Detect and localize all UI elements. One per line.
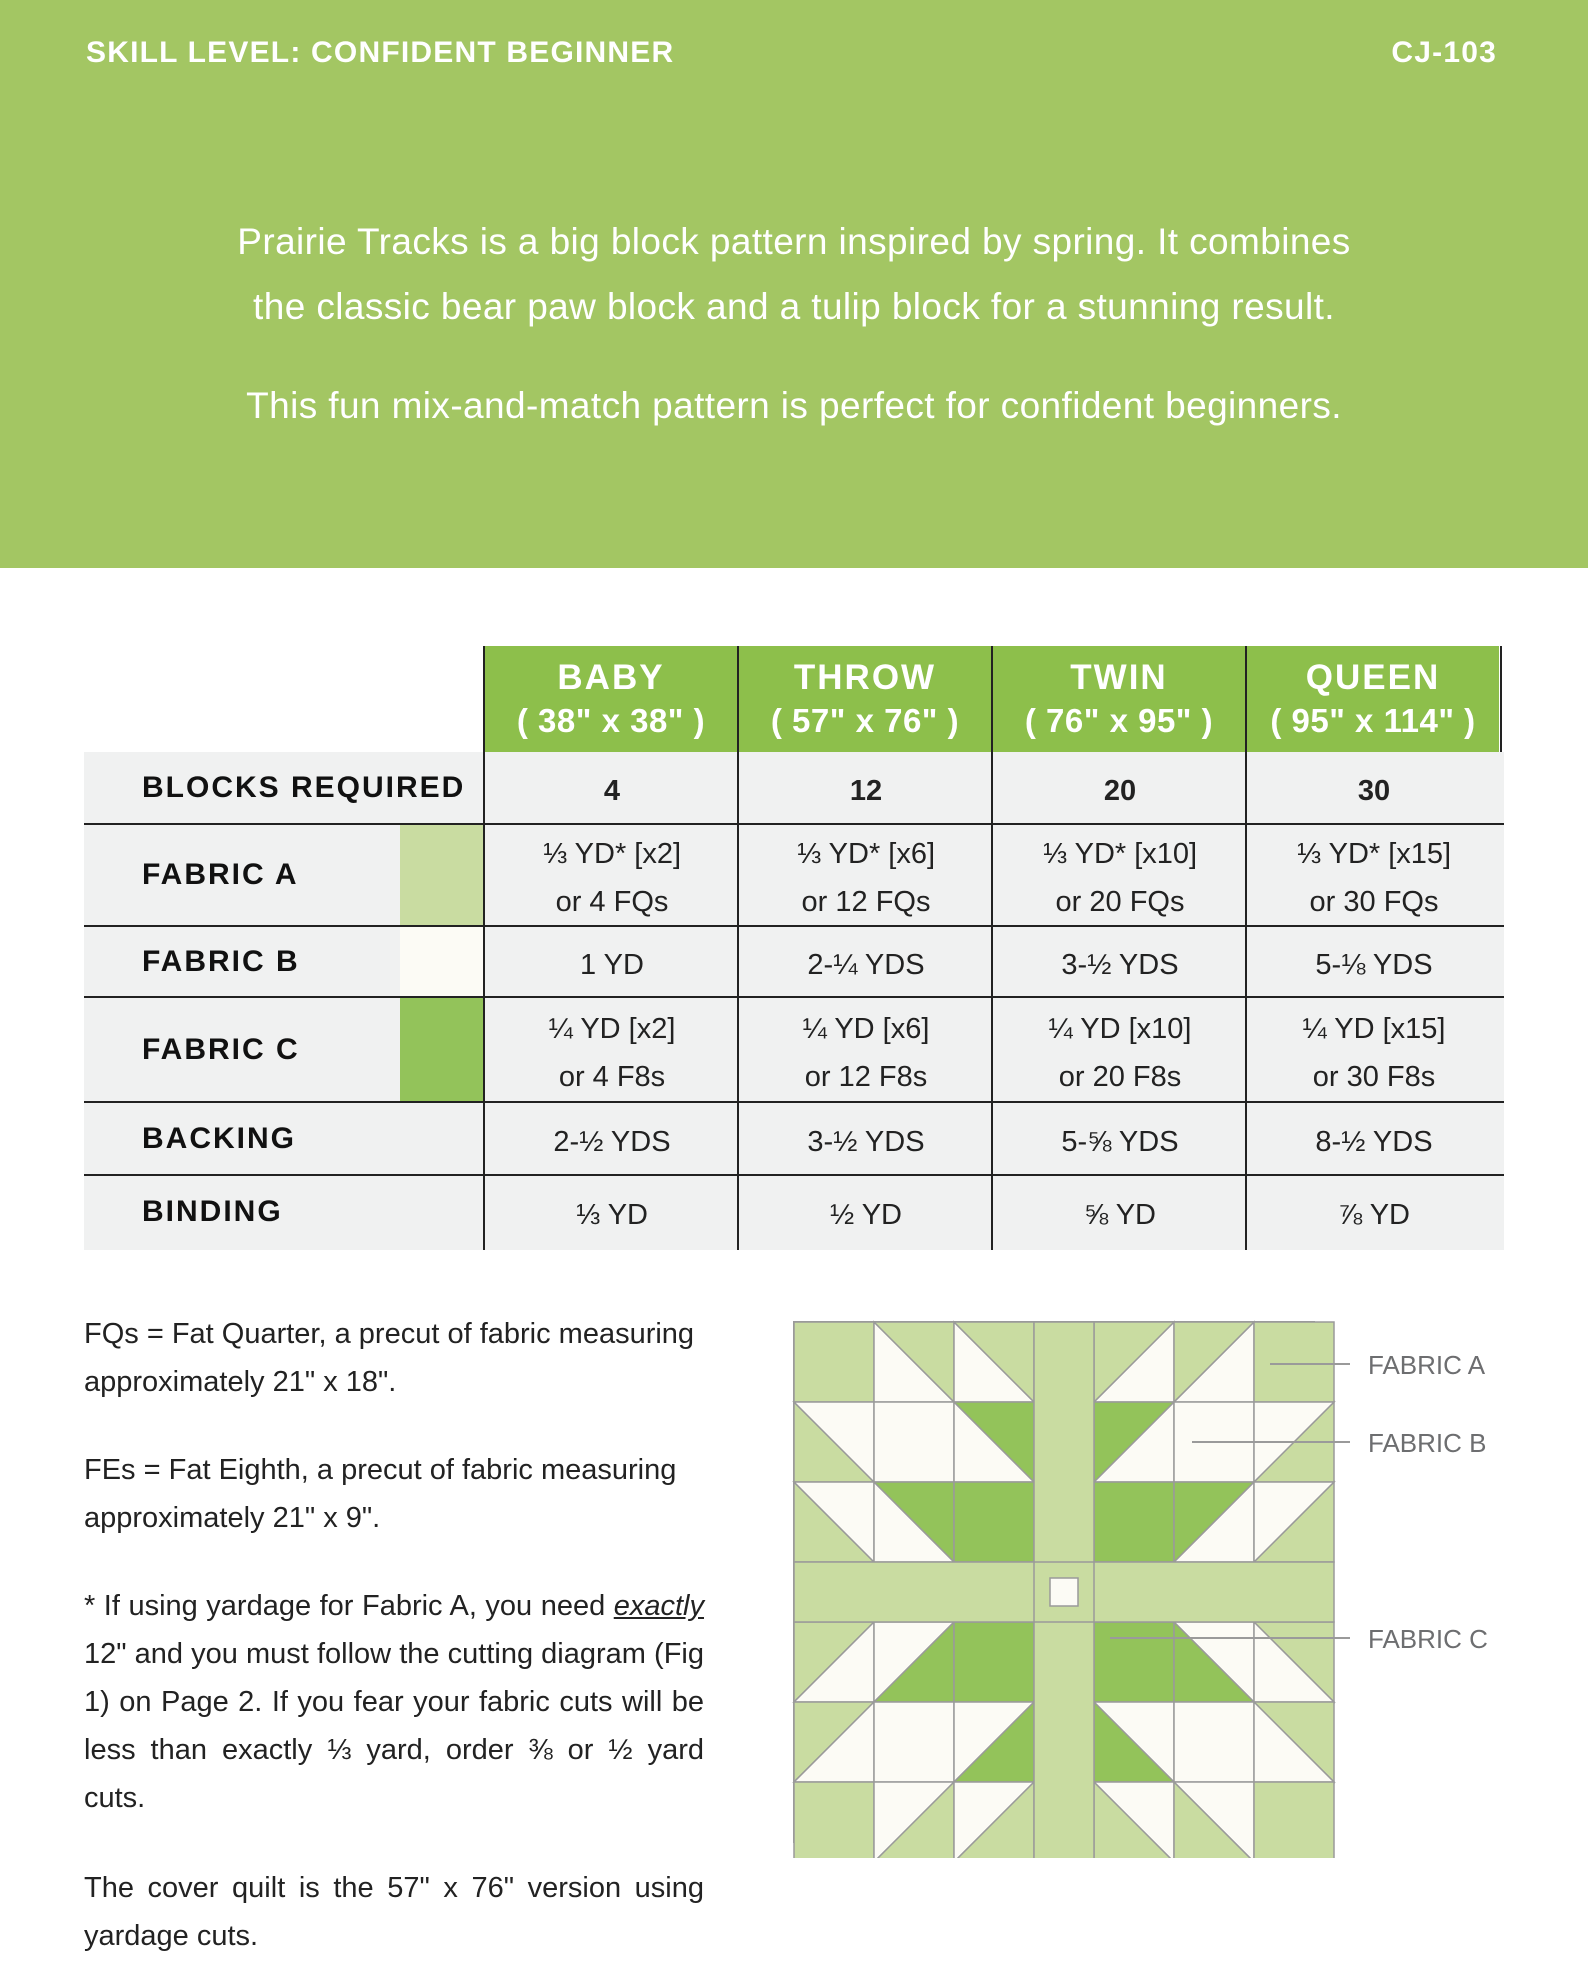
header-banner [0, 0, 1588, 568]
table-cell [739, 1191, 993, 1239]
cell-line: ⅓ YD* [x2] [542, 838, 682, 870]
column-header-baby [485, 646, 737, 752]
table-cell [993, 1118, 1247, 1166]
pattern-code: CJ-103 [1391, 36, 1497, 69]
sashing-strip [1034, 1622, 1094, 1858]
legend-c-label: FABRIC C [1368, 1624, 1488, 1654]
note-yardage-emphasis: exactly [613, 1590, 704, 1622]
patch-square [1254, 1322, 1334, 1402]
header-edge [1500, 646, 1502, 752]
fabric-swatch [400, 998, 484, 1101]
cell-line: ⅝ YD [1083, 1199, 1156, 1231]
table-cell [485, 767, 739, 815]
cell-line: 5-⅝ YDS [1061, 1125, 1179, 1158]
row-label: FABRIC C [142, 1032, 300, 1066]
cell-line: ⅓ YD* [x15] [1296, 838, 1452, 870]
cell-line: 2-½ YDS [553, 1125, 671, 1158]
table-cell [485, 941, 739, 989]
cell-line: or 4 FQs [555, 886, 669, 918]
table-cell [1247, 830, 1501, 926]
table-cell [1247, 1191, 1501, 1239]
column-divider [991, 646, 993, 1250]
table-cell [1247, 767, 1501, 815]
cell-line: 20 [1103, 774, 1137, 807]
cell-line: or 20 F8s [1058, 1060, 1182, 1093]
row-label: BACKING [142, 1121, 296, 1155]
column-header-throw [739, 646, 991, 752]
cell-line: or 4 F8s [558, 1060, 666, 1093]
legend-b-label: FABRIC B [1368, 1428, 1487, 1458]
table-cell [485, 1118, 739, 1166]
patch-square [794, 1322, 874, 1402]
table-cell [993, 767, 1247, 815]
table-cell [485, 1005, 739, 1101]
skill-level: SKILL LEVEL: CONFIDENT BEGINNER [86, 36, 675, 69]
patch-square [1174, 1702, 1254, 1782]
column-name: TWIN [1070, 658, 1168, 697]
fabric-requirements-table [84, 646, 1504, 1250]
intro-paragraph-1 [0, 209, 1588, 339]
note-fat-quarter: FQs = Fat Quarter, a precut of fabric measuring approximately 21" x 18". [84, 1318, 695, 1398]
row-label: FABRIC A [142, 858, 299, 891]
table-row [84, 752, 1504, 825]
table-row [84, 998, 1504, 1103]
column-header-queen [1247, 646, 1499, 752]
column-name: QUEEN [1305, 658, 1441, 697]
row-label: BLOCKS REQUIRED [142, 770, 466, 804]
table-cell [993, 1191, 1247, 1239]
cell-line: or 30 F8s [1312, 1060, 1436, 1093]
cell-line: 12 [849, 774, 883, 807]
cell-line: 4 [603, 774, 621, 807]
table-cell [993, 830, 1247, 926]
cell-line: ⅓ YD* [x10] [1042, 838, 1198, 870]
table-cell [739, 1005, 993, 1101]
column-size: ( 57" x 76" ) [770, 702, 960, 739]
note-cover-quilt: The cover quilt is the 57" x 76" version using yardage cuts. [84, 1872, 704, 1952]
note-yardage-post: 12" and you must follow the cutting diagram (Fig 1) on Page 2. If you fear your fabric cuts will be less than exactly ⅓ yard, order ⅜ or ½ yard cuts. [84, 1638, 704, 1814]
intro-paragraph-2: This fun mix-and-match pattern is perfect for confident beginners. [246, 385, 1342, 426]
table-cell [993, 941, 1247, 989]
quilt-block-diagram [790, 1318, 1510, 1858]
table-cell [739, 767, 993, 815]
patch-square [874, 1402, 954, 1482]
table-row [84, 1176, 1504, 1250]
fabric-swatch [400, 825, 484, 925]
table-cell [1247, 1005, 1501, 1101]
note-fat-eighth: FEs = Fat Eighth, a precut of fabric measuring approximately 21" x 9". [84, 1454, 677, 1534]
cell-line: or 20 FQs [1055, 886, 1185, 918]
table-cell [739, 1118, 993, 1166]
column-size: ( 95" x 114" ) [1270, 702, 1476, 739]
cell-line: ¼ YD [x2] [548, 1012, 676, 1045]
cell-line: ⅞ YD [1337, 1199, 1410, 1231]
column-size: ( 38" x 38" ) [516, 702, 706, 739]
table-cell [993, 1005, 1247, 1101]
table-cell [485, 1191, 739, 1239]
patch-square [954, 1622, 1034, 1702]
table-row [84, 1103, 1504, 1176]
column-name: THROW [793, 658, 937, 697]
table-row [84, 825, 1504, 927]
column-divider [737, 646, 739, 1250]
cell-line: 8-½ YDS [1315, 1125, 1433, 1158]
patch-square [1094, 1622, 1174, 1702]
legend-a-label: FABRIC A [1368, 1350, 1486, 1380]
column-header-twin [993, 646, 1245, 752]
cell-line: or 30 FQs [1309, 886, 1439, 918]
fabric-swatch [400, 927, 484, 996]
table-row [84, 927, 1504, 998]
cell-line: ¼ YD [x6] [802, 1012, 930, 1045]
row-label: FABRIC B [142, 944, 300, 978]
column-divider [483, 646, 485, 1250]
cell-line: ⅓ YD* [x6] [796, 838, 936, 870]
cell-line: 30 [1357, 774, 1391, 807]
intro-line-2: the classic bear paw block and a tulip block for a stunning result. [253, 286, 1335, 327]
cell-line: ¼ YD [x10] [1048, 1012, 1192, 1045]
column-name: BABY [557, 658, 665, 697]
cell-line: 3-½ YDS [807, 1125, 925, 1158]
patch-square [1254, 1782, 1334, 1858]
note-yardage [84, 1582, 704, 1822]
patch-square [954, 1482, 1034, 1562]
cell-line: 1 YD [580, 948, 644, 981]
sashing-strip [1034, 1322, 1094, 1562]
cell-line: 3-½ YDS [1061, 948, 1179, 981]
cell-line: ⅓ YD [575, 1199, 648, 1231]
sashing-strip [1094, 1562, 1334, 1622]
table-cell [1247, 1118, 1501, 1166]
intro-line-1: Prairie Tracks is a big block pattern inspired by spring. It combines [237, 221, 1351, 262]
table-cell [739, 830, 993, 926]
cell-line: 5-⅛ YDS [1315, 948, 1433, 981]
table-cell [739, 941, 993, 989]
cell-line: 2-¼ YDS [807, 948, 925, 981]
row-label: BINDING [142, 1195, 283, 1228]
table-cell [485, 830, 739, 926]
cornerstone [1050, 1578, 1078, 1606]
patch-square [794, 1782, 874, 1858]
cell-line: or 12 F8s [804, 1060, 928, 1093]
note-yardage-pre: * If using yardage for Fabric A, you need [84, 1590, 614, 1622]
column-divider [1245, 646, 1247, 1250]
cell-line: or 12 FQs [801, 886, 931, 918]
sashing-strip [794, 1562, 1034, 1622]
table-cell [1247, 941, 1501, 989]
column-size: ( 76" x 95" ) [1024, 702, 1214, 739]
patch-square [874, 1702, 954, 1782]
cell-line: ½ YD [829, 1199, 902, 1231]
patch-square [1094, 1482, 1174, 1562]
cell-line: ¼ YD [x15] [1302, 1012, 1446, 1045]
